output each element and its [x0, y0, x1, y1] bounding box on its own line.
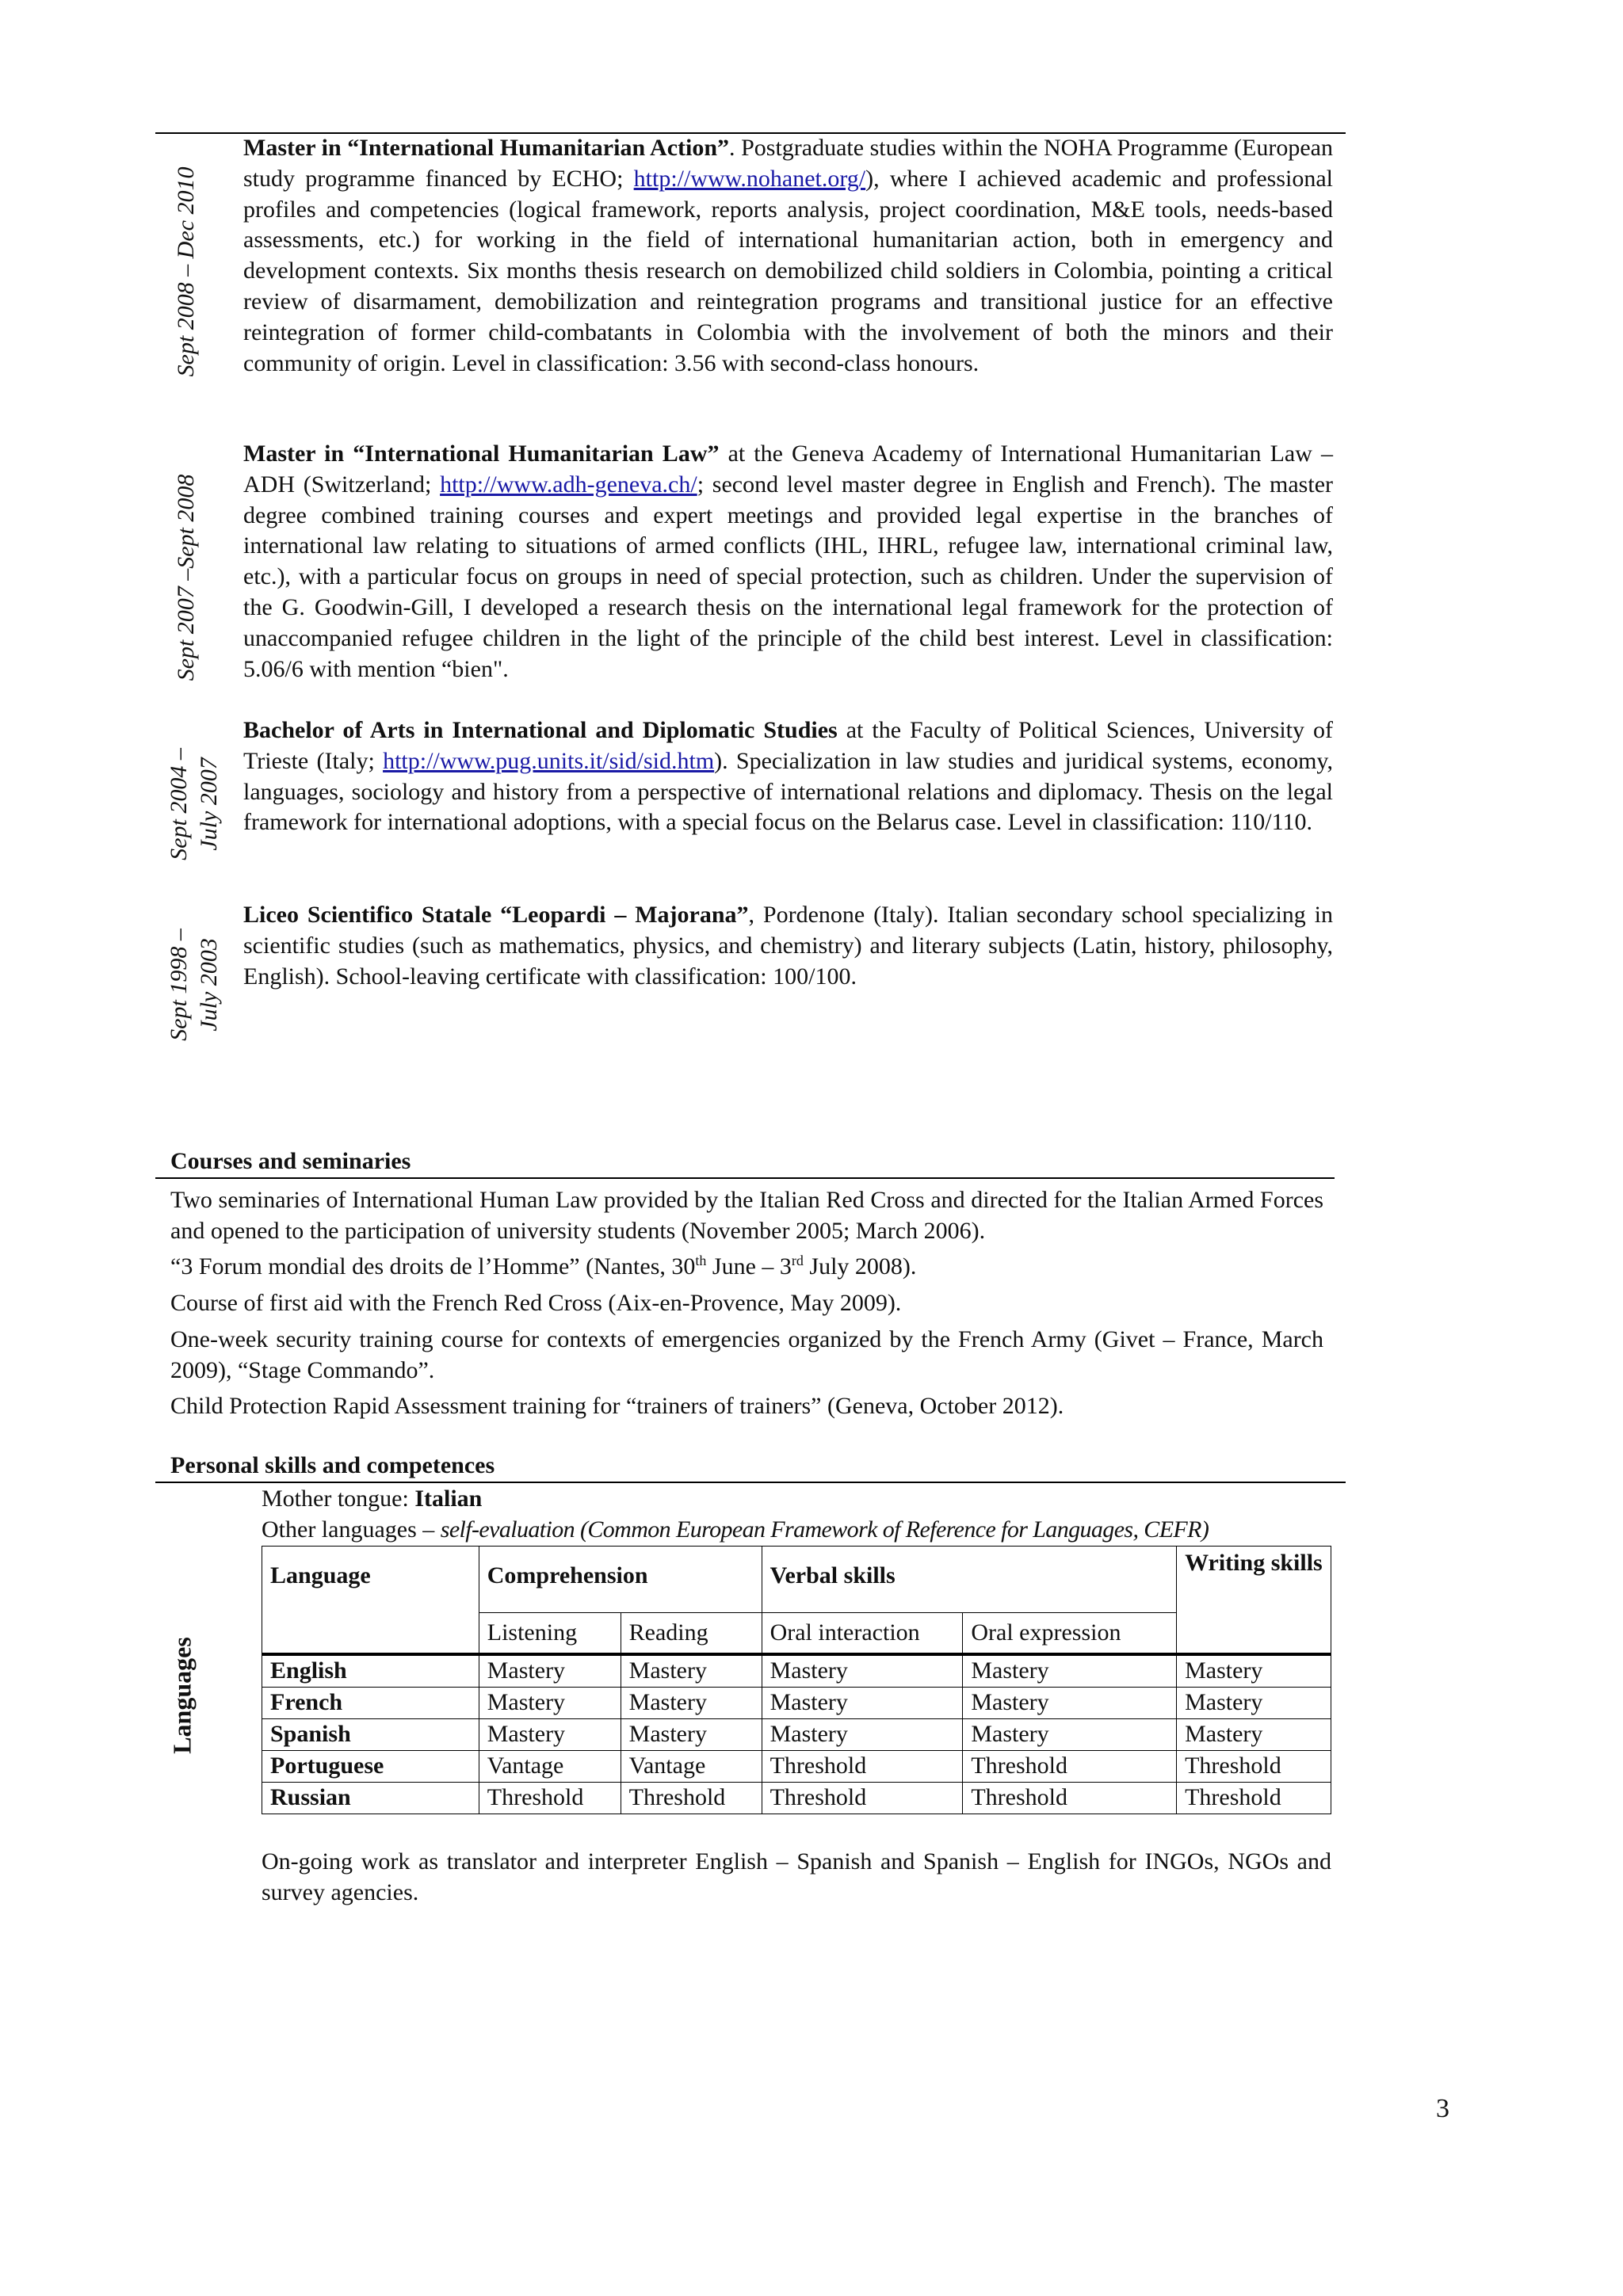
- education-title-1: Master in “International Humanitarian Action”: [243, 135, 730, 161]
- skills-rule: [155, 1482, 1346, 1483]
- table-row: Portuguese Vantage Vantage Threshold Threshold Threshold: [262, 1750, 1331, 1782]
- table-row: Spanish Mastery Mastery Mastery Mastery Mastery: [262, 1718, 1331, 1750]
- education-dates-1: Sept 2008 – Dec 2010: [173, 166, 199, 376]
- course-item-3: Course of first aid with the French Red Cross (Aix-en-Provence, May 2009).: [170, 1290, 902, 1316]
- header-reading: Reading: [621, 1613, 762, 1654]
- education-link-1[interactable]: http://www.nohanet.org/: [633, 165, 866, 192]
- languages-side-label: Languages: [167, 1637, 197, 1754]
- course-item-4: One-week security training course for contexts of emergencies organized by the French Army (Givet – France, March 2009), “Stage Commando”.: [170, 1326, 1323, 1383]
- course-item-5: Child Protection Rapid Assessment training for “trainers of trainers” (Geneva, October 2012).: [170, 1393, 1064, 1419]
- mother-tongue: Mother tongue: Italian: [262, 1486, 483, 1512]
- page-number: 3: [1436, 2094, 1449, 2123]
- education-title-2: Master in “International Humanitarian Law”: [243, 441, 720, 467]
- header-verbal: Verbal skills: [762, 1547, 1177, 1613]
- education-dates-2: Sept 2007 –Sept 2008: [173, 474, 199, 681]
- education-entry-3: Bachelor of Arts in International and Diplomatic Studies at the Faculty of Political Sciences, University of Trieste (Italy; http://www.pug.units.it/sid/sid.htm). Specialization in law studies and juridical systems, economy, languages, sociology and history from a perspective of international relations and diplomacy. Thesis on the legal framework for international adoptions, with a special focus on the Belarus case. Level in classification: 110/110.: [243, 717, 1333, 836]
- courses-rule: [155, 1177, 1335, 1179]
- course-item-1: Two seminaries of International Human Law provided by the Italian Red Cross and directed for the Italian Armed Forces and opened to the participation of university students (November 2005; March 2006).: [170, 1187, 1323, 1244]
- education-link-3[interactable]: http://www.pug.units.it/sid/sid.htm: [383, 747, 715, 774]
- other-languages: Other languages – self-evaluation (Common European Framework of Reference for Languages, CEFR): [262, 1516, 1209, 1543]
- education-entry-1: Master in “International Humanitarian Action”. Postgraduate studies within the NOHA Programme (European study programme financed by ECHO; http://www.nohanet.org/), where I achieved academic and professional profiles and competencies (logical framework, reports analysis, project coordination, M&E tools, needs-based assessments, etc.) for working in the field of international humanitarian action, both in emergency and development contexts. Six months thesis research on demobilized child soldiers in Colombia, pointing a critical review of disarmament, demobilization and reintegration programs and transitional justice for an effective reintegration of former child-combatants in Colombia with the involvement of both the minors and their community of origin. Level in classification: 3.56 with second-class honours.: [243, 135, 1334, 376]
- education-entry-2: Master in “International Humanitarian Law” at the Geneva Academy of International Humanitarian Law – ADH (Switzerland; http://www.adh-geneva.ch/; second level master degree in English and French). The master degree combined training courses and expert meetings and provided legal expertise in the branches of international law relating to situations of armed conflicts (IHL, IHRL, refugee law, international criminal law, etc.), with a particular focus on groups in need of special protection, such as children. Under the supervision of the G. Goodwin-Gill, I developed a research thesis on the international legal framework for the protection of unaccompanied refugee children in the light of the principle of the child best interest. Level in classification: 5.06/6 with mention “bien".: [243, 441, 1333, 682]
- education-link-2[interactable]: http://www.adh-geneva.ch/: [440, 471, 697, 498]
- education-entry-4: Liceo Scientifico Statale “Leopardi – Majorana”, Pordenone (Italy). Italian secondary school specializing in scientific studies (such as mathematics, physics, and chemistry) and literary subjects (Latin, history, philosophy, English). School-leaving certificate with classification: 100/100.: [243, 902, 1333, 990]
- skills-heading: Personal skills and competences: [170, 1452, 495, 1478]
- education-dates-3: Sept 2004 – July 2007: [166, 748, 222, 860]
- table-row: French Mastery Mastery Mastery Mastery Mastery: [262, 1687, 1331, 1718]
- header-oral-expression: Oral expression: [963, 1613, 1177, 1654]
- table-row: Russian Threshold Threshold Threshold Threshold Threshold: [262, 1782, 1331, 1814]
- course-item-2: “3 Forum mondial des droits de l’Homme” (Nantes, 30th June – 3rd July 2008).: [170, 1253, 917, 1280]
- education-dates-4: Sept 1998 – July 2003: [166, 928, 222, 1041]
- languages-table: [262, 1546, 1331, 1814]
- education-title-3: Bachelor of Arts in International and Diplomatic Studies: [243, 717, 838, 743]
- header-writing: Writing skills: [1177, 1547, 1331, 1654]
- translator-note: On-going work as translator and interpreter English – Spanish and Spanish – English for INGOs, NGOs and survey agencies.: [262, 1848, 1331, 1905]
- header-comprehension: Comprehension: [479, 1547, 762, 1613]
- header-oral-interaction: Oral interaction: [762, 1613, 963, 1654]
- courses-heading: Courses and seminaries: [170, 1148, 411, 1174]
- header-language: Language: [262, 1547, 479, 1654]
- table-row: English Mastery Mastery Mastery Mastery Mastery: [262, 1654, 1331, 1688]
- header-listening: Listening: [479, 1613, 621, 1654]
- education-title-4: Liceo Scientifico Statale “Leopardi – Majorana”: [243, 902, 749, 928]
